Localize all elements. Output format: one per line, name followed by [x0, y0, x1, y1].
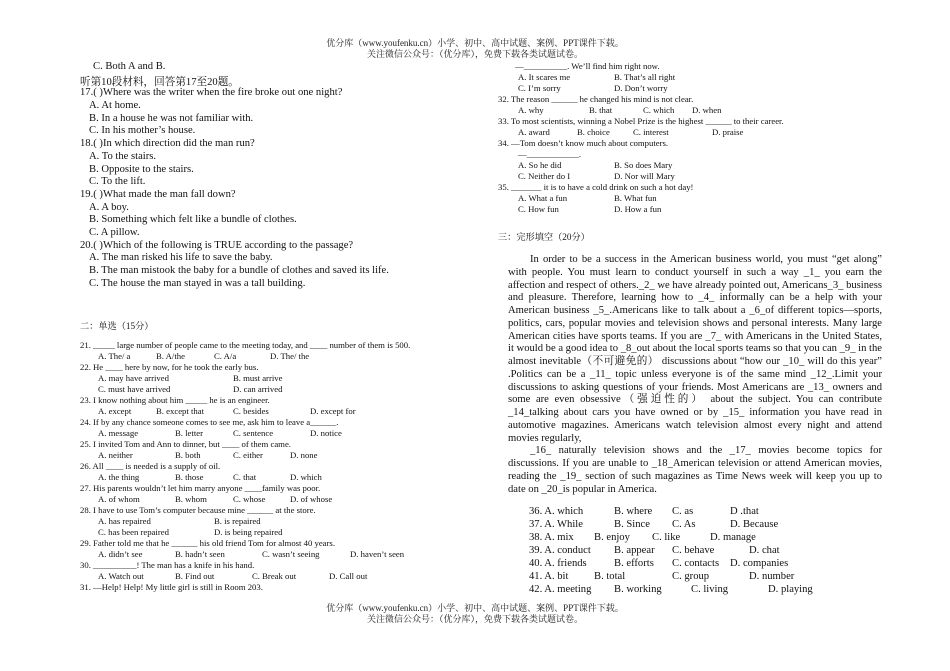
q24-option-b: B. letter	[175, 428, 203, 438]
q39-option-d: D. chat	[749, 545, 780, 556]
q22-option-d: D. can arrived	[233, 384, 283, 394]
header-line-1: 优分库（www.youfenku.cn）小学、初中、高中试题、案例、PPT课件下载。	[326, 38, 624, 48]
q19-option-a: A. A boy.	[89, 202, 129, 213]
q33-option-b: B. choice	[577, 127, 610, 137]
q34-option-d: D. Nor will Mary	[614, 171, 675, 181]
q35-option-b: B. What fun	[614, 193, 657, 203]
q31-option-a: A. It scares me	[518, 72, 571, 82]
q36-option-c: C. as	[672, 506, 694, 517]
q40-option-a: 40. A. friends	[529, 558, 587, 569]
q34-option-a: A. So he did	[518, 160, 562, 170]
q34-option-b: B. So does Mary	[614, 160, 673, 170]
q23-option-a: A. except	[98, 406, 132, 416]
q27-option-b: B. whom	[175, 494, 207, 504]
question-33: 33. To most scientists, winning a Nobel Prize is the highest ______ to their career.	[498, 116, 784, 126]
q39-option-b: B. appear	[614, 545, 655, 556]
q22-option-b: B. must arrive	[233, 373, 283, 383]
question-19: 19.( )What made the man fall down?	[80, 189, 236, 200]
q42-option-a: 42. A. meeting	[529, 584, 592, 595]
q20-option-c: C. The house the man stayed in was a tall building.	[89, 278, 306, 289]
q29-option-a: A. didn’t see	[98, 549, 143, 559]
footer-line-1: 优分库（www.youfenku.cn）小学、初中、高中试题、案例、PPT课件下载。	[326, 603, 624, 613]
q40-option-d: D. companies	[730, 558, 789, 569]
q35-option-a: A. What a fun	[518, 193, 568, 203]
q35-option-d: D. How a fun	[614, 204, 662, 214]
q25-option-c: C. either	[233, 450, 263, 460]
q30-option-c: C. Break out	[252, 571, 297, 581]
q26-option-d: D. which	[290, 472, 322, 482]
q23-option-d: D. except for	[310, 406, 356, 416]
question-26: 26. All ____ is needed is a supply of oil.	[80, 461, 221, 471]
question-24: 24. If by any chance someone comes to see me, ask him to leave a______.	[80, 417, 339, 427]
q40-option-b: B. efforts	[614, 558, 654, 569]
q18-option-a: A. To the stairs.	[89, 151, 157, 162]
q28-option-a: A. has repaired	[98, 516, 151, 526]
q23-option-b: B. except that	[156, 406, 205, 416]
section-3-title: 三：完形填空（20分）	[498, 232, 590, 242]
prev-option-c: C. Both A and B.	[93, 61, 166, 72]
q26-option-b: B. those	[175, 472, 204, 482]
q22-option-a: A. may have arrived	[98, 373, 169, 383]
q23-option-c: C. besides	[233, 406, 269, 416]
question-29: 29. Father told me that he ______ his old friend Tom for almost 40 years.	[80, 538, 335, 548]
q33-option-c: C. interest	[633, 127, 669, 137]
q40-option-c: C. contacts	[672, 558, 720, 569]
q18-option-b: B. Opposite to the stairs.	[89, 164, 194, 175]
q24-option-a: A. message	[98, 428, 139, 438]
q21-option-d: D. The/ the	[270, 351, 310, 361]
q28-option-b: B. is repaired	[214, 516, 261, 526]
q38-option-b: B. enjoy	[594, 532, 630, 543]
question-34: 34. —Tom doesn’t know much about computers.	[498, 138, 669, 148]
question-18: 18.( )In which direction did the man run?	[80, 138, 255, 149]
header-line-2: 关注微信公众号：（优分库），免费下载各类试题试卷。	[366, 49, 583, 59]
q25-option-d: D. none	[290, 450, 318, 460]
q42-option-d: D. playing	[768, 584, 813, 595]
q20-option-a: A. The man risked his life to save the baby.	[89, 252, 273, 263]
page-footer	[0, 603, 950, 625]
q25-option-a: A. neither	[98, 450, 133, 460]
question-27: 27. His parents wouldn’t let him marry anyone ____family was poor.	[80, 483, 321, 493]
question-25: 25. I invited Tom and Ann to dinner, but ____ of them came.	[80, 439, 291, 449]
q26-option-a: A. the thing	[98, 472, 140, 482]
q32-option-a: A. why	[518, 105, 544, 115]
cloze-paragraph-1: In order to be a success in the American business world, you must “get along” with people. You must learn to conduct yourself in such a way _1_ you earn the affection and respect of others._2_ we have already pointed out, Americans_3_ business and pleasure. Therefore, learning how to _4_ informally can be a help with your American business _5_.Americans like to talk about a _6_of different topics—sports, politics, cars, popular movies and television shows and personal interests. Many large American cities have sports teams. If you are _7_ with Americans in the United States, it would be a good idea to _8_out about the local sports teams so that you can _9_ in the almost inevitable（不可避免的） discussions about “how our _10_ will do this year” .Politics can be a _11_ topic unless everyone is of the same mind _12_.Limit your discussions to asking questions of your friends. Most Americans are _13_ owners and some are even obsessive（强迫性的） about the subject. You can contribute _14_talking about cars you have owned or by _15_ information you have read in automotive magazines. Americans watch television almost every night and attend movies regularly,	[508, 254, 882, 444]
q19-option-c: C. A pillow.	[89, 227, 140, 238]
q29-option-d: D. haven’t seen	[350, 549, 405, 559]
listening-instruction: 听第10段材料，回答第17至20题。	[80, 77, 239, 88]
q31-reply: —__________. We’ll find him right now.	[515, 61, 660, 71]
q32-option-d: D. when	[692, 105, 722, 115]
q26-option-c: C. that	[233, 472, 257, 482]
section-2-title: 二：单选（15分）	[80, 321, 154, 331]
q39-option-a: 39. A. conduct	[529, 545, 591, 556]
q29-option-b: B. hadn’t seen	[175, 549, 225, 559]
question-23: 23. I know nothing about him _____ he is an engineer.	[80, 395, 270, 405]
q41-option-d: D. number	[749, 571, 795, 582]
q32-option-c: C. which	[643, 105, 675, 115]
cloze-paragraph-2: _16_ naturally television shows and the _17_ movies become topics for discussions. If you are unable to _18_American television or attend American movies, reading the _19_ section of such magazines as Time News week will keep you up to date on _20_is popular in America.	[508, 445, 882, 495]
q38-option-c: C. like	[652, 532, 681, 543]
q27-option-a: A. of whom	[98, 494, 140, 504]
q37-option-d: D. Because	[730, 519, 779, 530]
q30-option-d: D. Call out	[329, 571, 368, 581]
q31-option-c: C. I’m sorry	[518, 83, 561, 93]
q41-option-a: 41. A. bit	[529, 571, 569, 582]
q41-option-c: C. group	[672, 571, 710, 582]
q31-option-d: D. Don’t worry	[614, 83, 668, 93]
q37-option-a: 37. A. While	[529, 519, 583, 530]
q28-option-d: D. is being repaired	[214, 527, 283, 537]
q41-option-b: B. total	[594, 571, 626, 582]
question-30: 30. __________! The man has a knife in his hand.	[80, 560, 255, 570]
q30-option-a: A. Watch out	[98, 571, 144, 581]
question-35: 35. _______ it is to have a cold drink on such a hot day!	[498, 182, 694, 192]
q21-option-b: B. A/the	[156, 351, 185, 361]
q39-option-c: C. behave	[672, 545, 715, 556]
q34-reply-blank: —____________.	[518, 149, 581, 159]
question-32: 32. The reason ______ he changed his mind is not clear.	[498, 94, 694, 104]
question-17: 17.( )Where was the writer when the fire broke out one night?	[80, 87, 343, 98]
q34-option-c: C. Neither do I	[518, 171, 571, 181]
q33-option-a: A. award	[518, 127, 550, 137]
q20-option-b: B. The man mistook the baby for a bundle of clothes and saved its life.	[89, 265, 389, 276]
q38-option-a: 38. A. mix	[529, 532, 574, 543]
q35-option-c: C. How fun	[518, 204, 559, 214]
q36-option-a: 36. A. which	[529, 506, 584, 517]
q36-option-b: B. where	[614, 506, 653, 517]
q17-option-b: B. In a house he was not familiar with.	[89, 113, 254, 124]
q17-option-c: C. In his mother’s house.	[89, 125, 196, 136]
q27-option-c: C. whose	[233, 494, 266, 504]
q29-option-c: C. wasn’t seeing	[262, 549, 320, 559]
q37-option-b: B. Since	[614, 519, 650, 530]
q21-option-c: C. A/a	[214, 351, 237, 361]
q25-option-b: B. both	[175, 450, 201, 460]
q42-option-b: B. working	[614, 584, 662, 595]
q37-option-c: C. As	[672, 519, 696, 530]
q30-option-b: B. Find out	[175, 571, 215, 581]
page-header	[0, 38, 950, 60]
q24-option-c: C. sentence	[233, 428, 274, 438]
q19-option-b: B. Something which felt like a bundle of clothes.	[89, 214, 297, 225]
q32-option-b: B. that	[589, 105, 613, 115]
q36-option-d: D .that	[730, 506, 759, 517]
q42-option-c: C. living	[691, 584, 729, 595]
question-20: 20.( )Which of the following is TRUE according to the passage?	[80, 240, 354, 251]
q33-option-d: D. praise	[712, 127, 744, 137]
q18-option-c: C. To the lift.	[89, 176, 146, 187]
q28-option-c: C. has been repaired	[98, 527, 169, 537]
question-21: 21. _____ large number of people came to the meeting today, and ____ number of them is 500.	[80, 340, 411, 350]
q21-option-a: A. The/ a	[98, 351, 131, 361]
question-22: 22. He ____ here by now, for he took the early bus.	[80, 362, 259, 372]
q22-option-c: C. must have arrived	[98, 384, 171, 394]
q38-option-d: D. manage	[710, 532, 756, 543]
question-28: 28. I have to use Tom’s computer because mine ______ at the store.	[80, 505, 316, 515]
q17-option-a: A. At home.	[89, 100, 141, 111]
q27-option-d: D. of whose	[290, 494, 333, 504]
q31-option-b: B. That’s all right	[614, 72, 676, 82]
cloze-passage	[508, 254, 882, 496]
footer-line-2: 关注微信公众号：（优分库），免费下载各类试题试卷。	[366, 614, 583, 624]
q24-option-d: D. notice	[310, 428, 342, 438]
question-31: 31. —Help! Help! My little girl is still in Room 203.	[80, 582, 263, 592]
